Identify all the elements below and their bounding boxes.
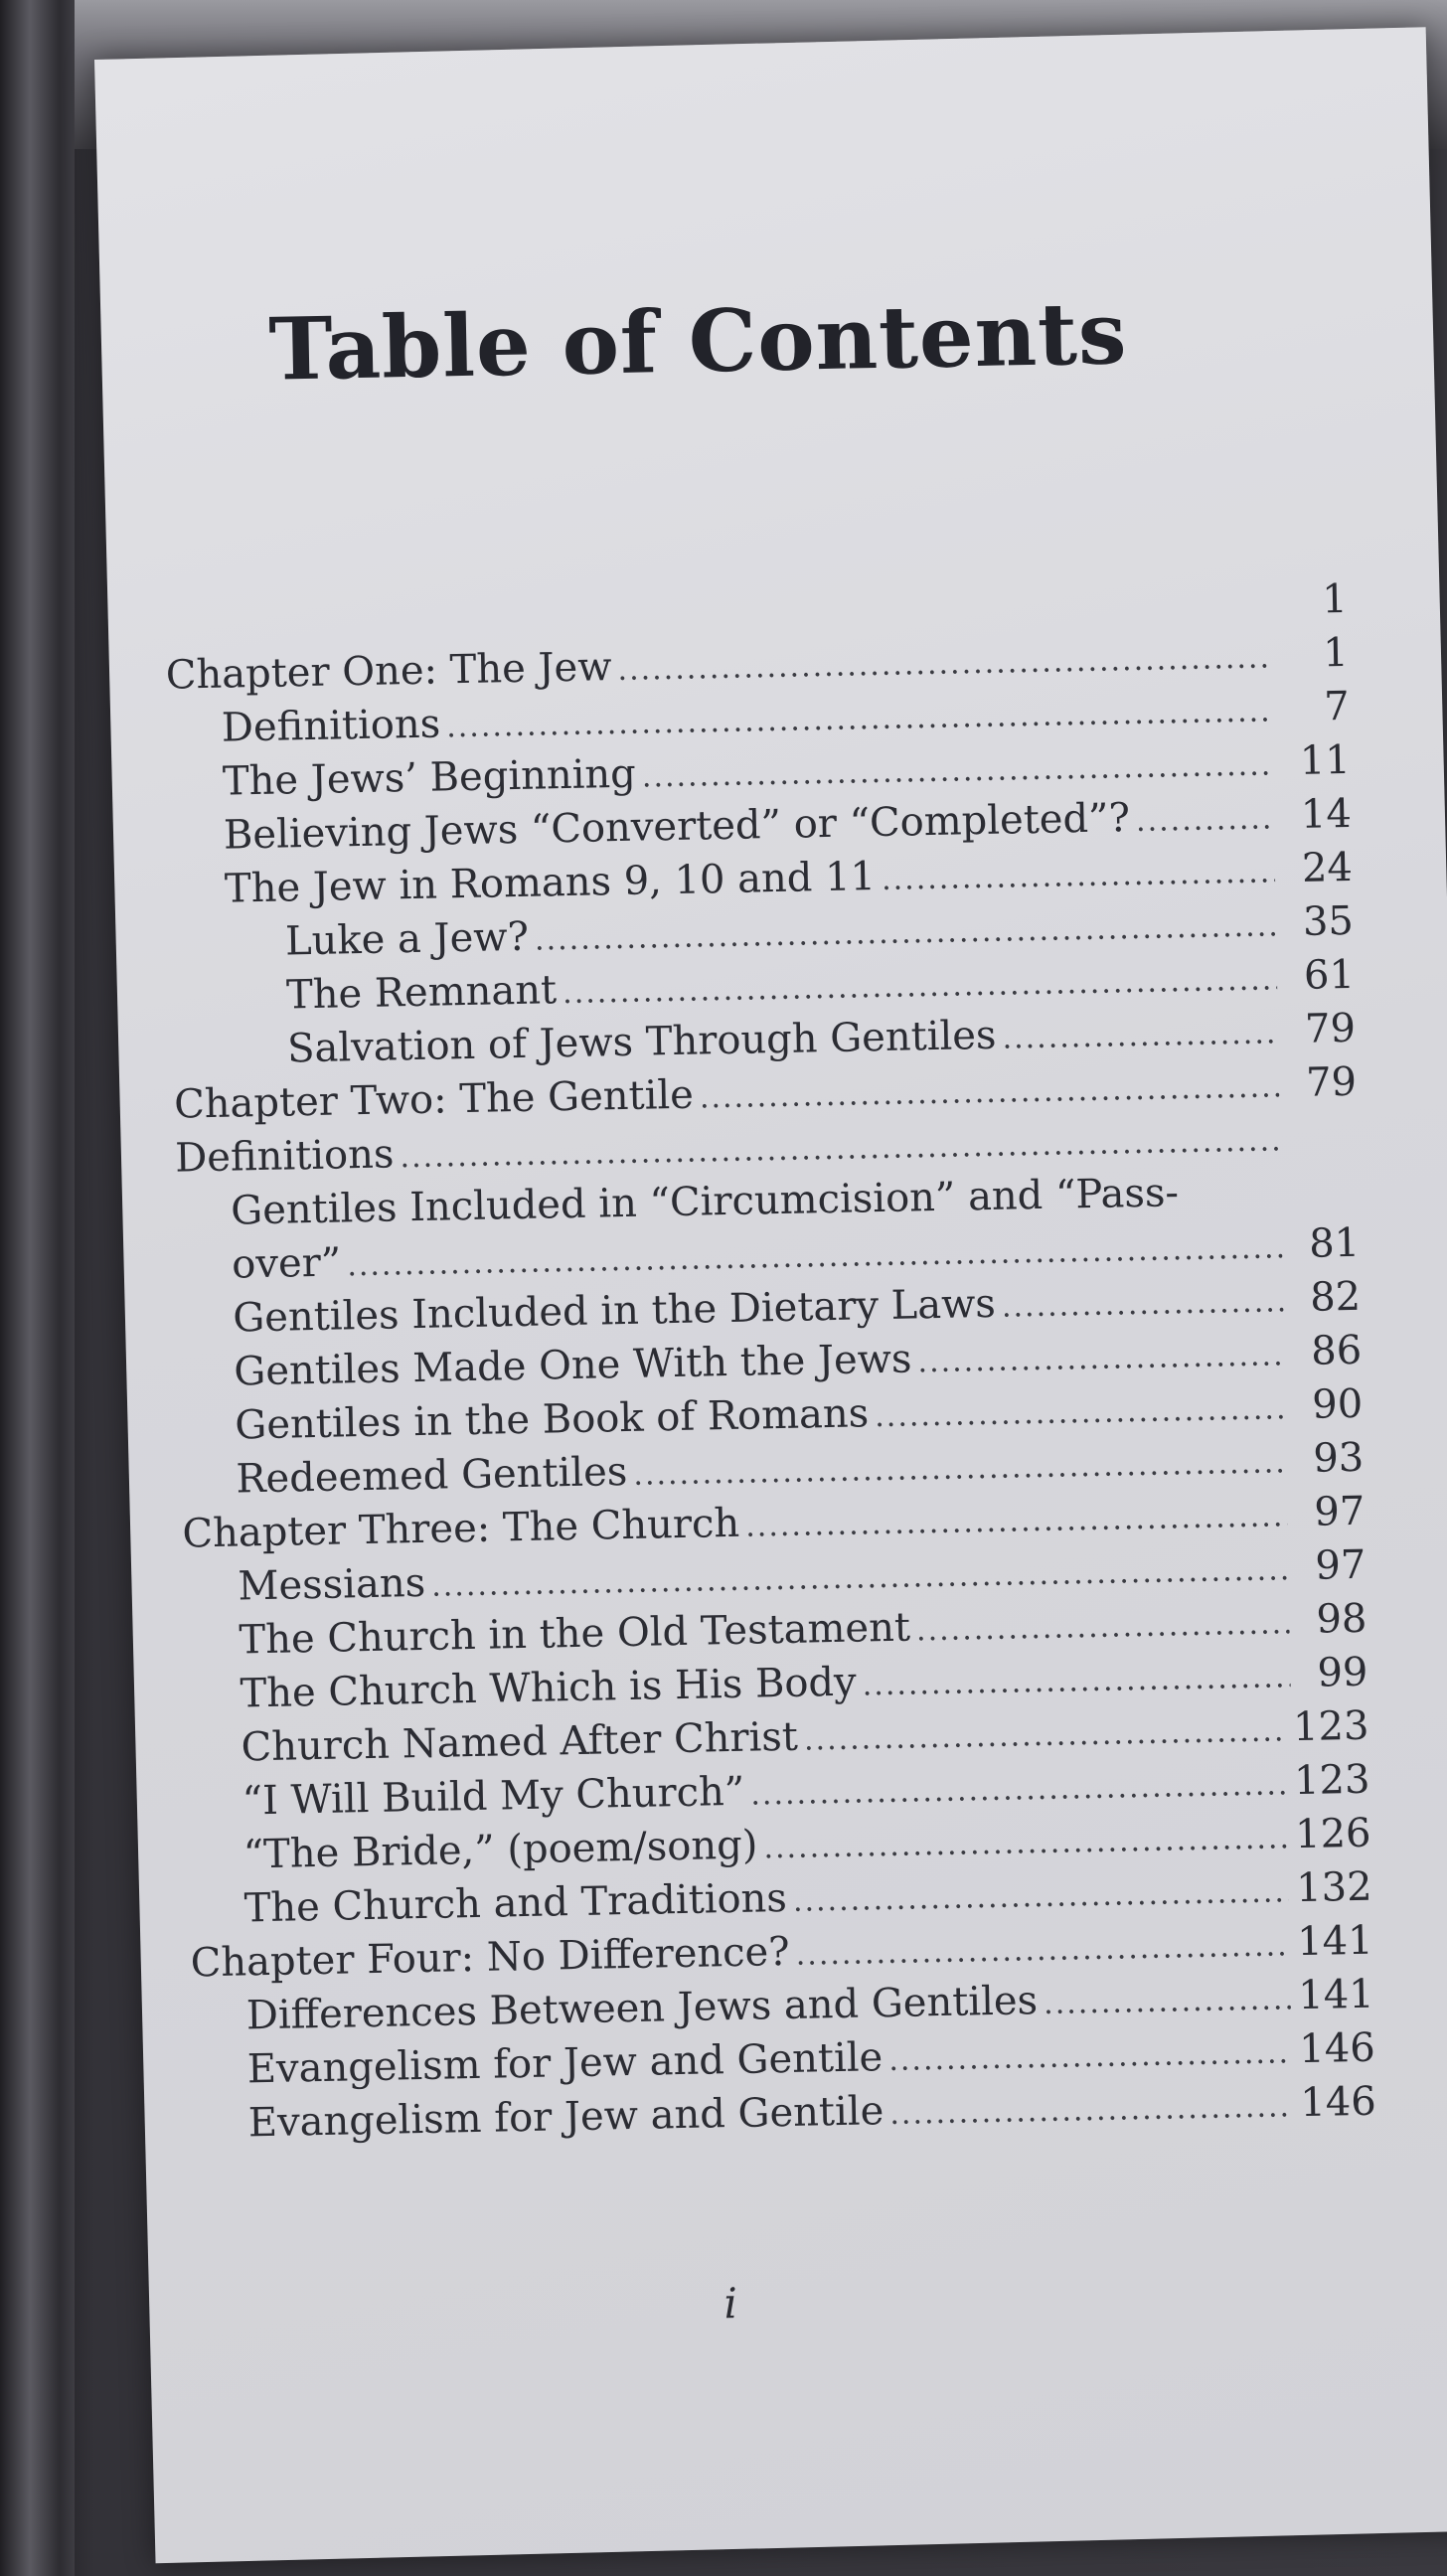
toc-entry-label: The Church and Traditions: [243, 1874, 788, 1932]
toc-entry-page-number: 141: [1296, 1917, 1374, 1966]
toc-entry-page-number: 61: [1303, 951, 1356, 999]
toc-entry-page-number: 24: [1301, 844, 1354, 891]
toc-entry-label: Gentiles Included in the Dietary Laws: [232, 1280, 997, 1342]
toc-entry-label: “I Will Build My Church”: [241, 1768, 745, 1825]
toc-entry-label: Church Named After Christ: [241, 1713, 799, 1771]
toc-entry-label: “The Bride,” (poem/song): [242, 1822, 758, 1878]
toc-entry-label: Chapter Four: No Difference?: [190, 1928, 791, 1987]
toc-entry-page-number: 35: [1302, 897, 1355, 945]
toc-entry-page-number: 86: [1310, 1327, 1363, 1374]
toc-entry-page-number: 90: [1311, 1380, 1364, 1428]
dot-leader: [1135, 792, 1274, 849]
toc-entry-label: Salvation of Jews Through Gentiles: [286, 1012, 997, 1072]
toc-entry-page-number: 82: [1309, 1273, 1362, 1321]
toc-entry-page-number: 126: [1294, 1810, 1371, 1858]
toc-entry-page-number: 79: [1304, 1005, 1357, 1052]
toc-entry-page-number: 146: [1298, 2024, 1376, 2073]
toc-entry-label: Definitions: [221, 701, 441, 751]
toc-entry-label: Gentiles Made One With the Jews: [233, 1336, 912, 1395]
toc-entry-page-number: 123: [1292, 1702, 1369, 1751]
toc-entry-page-number: 14: [1300, 790, 1353, 838]
toc-entry-page-number: 99: [1317, 1649, 1368, 1696]
toc-lead-page-number: 1: [1321, 575, 1349, 623]
toc-entry-page-number: 7: [1323, 683, 1351, 730]
book-page-content: [94, 34, 1447, 2563]
toc-entry-page-number: 98: [1316, 1595, 1367, 1643]
toc-entry-page-number: 79: [1305, 1058, 1358, 1106]
toc-entry-label: Evangelism for Jew and Gentile: [246, 2034, 884, 2093]
toc-entry-page-number: 81: [1308, 1219, 1361, 1267]
book-page: [94, 27, 1447, 2563]
toc-entry-page-number: 1: [1322, 629, 1350, 677]
toc-entry-label: The Remnant: [285, 967, 558, 1019]
toc-entry-label: The Church Which is His Body: [240, 1659, 858, 1717]
toc-entry-page-number: 97: [1314, 1541, 1367, 1589]
toc-entry-label: Gentiles Included in “Circumcision” and “Pass-: [230, 1170, 1180, 1234]
toc-entry-page-number: 146: [1299, 2078, 1377, 2127]
page-title: Table of Contents: [267, 283, 1129, 401]
toc-entry-label: Chapter Three: The Church: [182, 1500, 740, 1557]
toc-entry-label: The Jews’ Beginning: [222, 750, 637, 805]
toc-entry-page-number: 132: [1295, 1863, 1372, 1912]
toc-entry-label: Definitions: [174, 1131, 395, 1182]
toc-entry-label: Evangelism for Jew and Gentile: [247, 2088, 884, 2147]
toc-entry-page-number: [1280, 1149, 1358, 1150]
toc-entry-label: Gentiles in the Book of Romans: [234, 1390, 870, 1449]
toc-entry-label-continued: over”: [231, 1239, 342, 1288]
toc-entry-label: Redeemed Gentiles: [236, 1448, 628, 1503]
toc-entry-label: Luke a Jew?: [284, 913, 530, 965]
dot-leader: [889, 2080, 1293, 2142]
toc-entry-page-number: 97: [1313, 1488, 1366, 1535]
toc-entry-label: Chapter Two: The Gentile: [173, 1071, 695, 1128]
toc-entry-label: Believing Jews “Converted” or “Completed”?: [223, 795, 1131, 859]
table-of-contents: [164, 572, 1376, 2152]
facing-page-edge: [0, 0, 75, 2576]
toc-entry-page-number: 11: [1299, 736, 1352, 784]
toc-entry-label: Chapter One: The Jew: [165, 644, 612, 699]
toc-entry-page-number: 141: [1297, 1971, 1375, 2019]
toc-entry-page-number: 93: [1312, 1434, 1365, 1482]
page-folio: i: [723, 2279, 738, 2329]
toc-entry-label: Messians: [238, 1559, 426, 1610]
toc-entry-page-number: 123: [1293, 1756, 1370, 1805]
toc-entry-label: The Jew in Romans 9, 10 and 11: [224, 854, 877, 912]
toc-entry-label: Differences Between Jews and Gentiles: [245, 1978, 1039, 2039]
toc-entry-label: The Church in the Old Testament: [239, 1604, 911, 1664]
